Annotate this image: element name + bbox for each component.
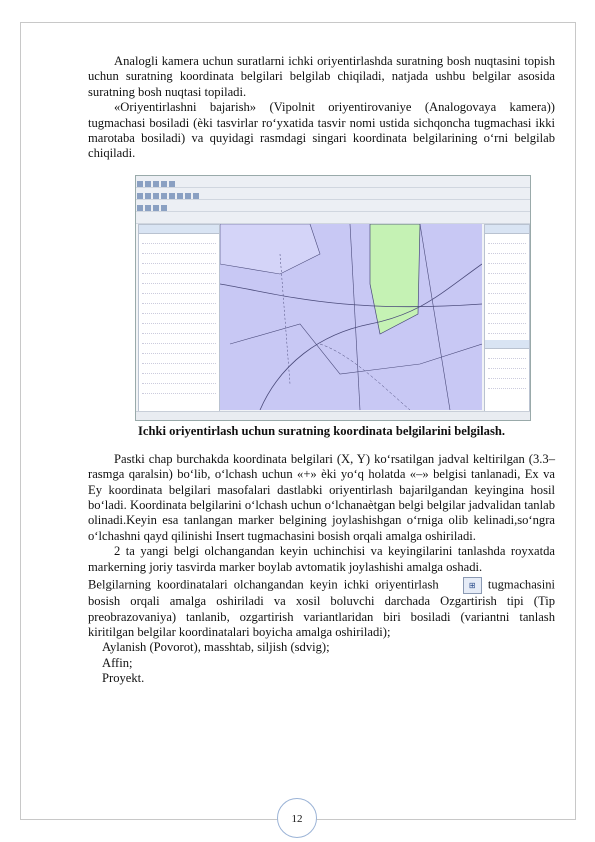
page-content (88, 54, 555, 687)
figure-caption: Ichki oriyentirlash uchun suratning koordinata belgilarini belgilash. (137, 423, 506, 438)
options-toolbar (136, 200, 530, 212)
paragraph-2: «Oriyentirlashni bajarish» (Vipolnit oriyentirovaniye (Analogovaya kamera)) tugmachasi bosiladi (èki tasvirlar ro‘yxatida tasvir nomi ustida sichqoncha tugmachasi ikki marotaba bosiladi) va quyidagi rasmdagi singari koordinata belgilarining o‘rni belgilab chiqiladi. (88, 100, 555, 161)
paragraph-3: Pastki chap burchakda koordinata belgilari (X, Y) ko‘rsatilgan jadval keltirilgan (3.3– rasmga qaralsin) bo‘lib, o‘lchash uchun «+» èki yo‘q holatda «–» belgisi tanlanadi, Ex va Ey koordinata belgilari masofalari dastlabki oriyentirlash bajarilgandan keyingina hosil bo‘ladi. Koordinata belgilarini o‘lchash uchun o‘lchanaètgan belgi belgilar jadvalidan tanlab olinadi.Keyin esa tanlangan marker belgining joylashishgan o‘rniga olib kelinadi,so‘ngra o‘lchashni qayd qilinishi Insert tugmachasini bosish orqali amalga oshiriladi. (88, 451, 555, 543)
list-item: Proyekt. (102, 671, 145, 686)
paragraph-5-end: tugmachasini bosish orqali amalga oshiriladi va xosil boluvchi darchada Ozgartirish tipi (Tip preobrazovaniya) tanlanib, ozgartirish variantlaridan biri bosiladi (variantni tanlash kiritilgan belgilar koordinatalari boyicha amalga oshiriladi); (88, 577, 555, 639)
paragraph-5-start: Belgilarning koordinatalari olchangandan keyin ichki oriyentirlash (88, 577, 439, 592)
map-view[interactable] (220, 224, 482, 410)
map-canvas (220, 224, 482, 410)
figure-screenshot (135, 175, 531, 421)
paragraph-5 (88, 577, 555, 640)
interior-orientation-button-icon: ⊞ (463, 577, 482, 594)
properties-panel (484, 224, 530, 412)
page-number (277, 798, 317, 838)
list-item: Affin; (102, 655, 133, 670)
paragraph-4: 2 ta yangi belgi olchangandan keyin uchinchisi va keyingilarini tanlashda royxatda markerning joriy tasvirda marker boylab avtomatik joylashishi amalga oshadi. (88, 544, 555, 574)
page-number-text: 12 (291, 813, 303, 825)
list-item: Aylanish (Povorot), masshtab, siljish (sdvig); (102, 640, 330, 655)
paragraph-1: Analogli kamera uchun suratlarni ichki oriyentirlashda suratning bosh nuqtasini topish uchun suratning koordinata belgilari belgilab chiqiladi, natjada ushbu belgilar asosida suratning bosh nuqtasi topiladi. (88, 54, 555, 99)
layers-panel (138, 224, 220, 412)
menu-toolbar (136, 176, 530, 188)
menu-bar (136, 212, 530, 224)
tool-toolbar (136, 188, 530, 200)
status-bar (136, 411, 530, 420)
